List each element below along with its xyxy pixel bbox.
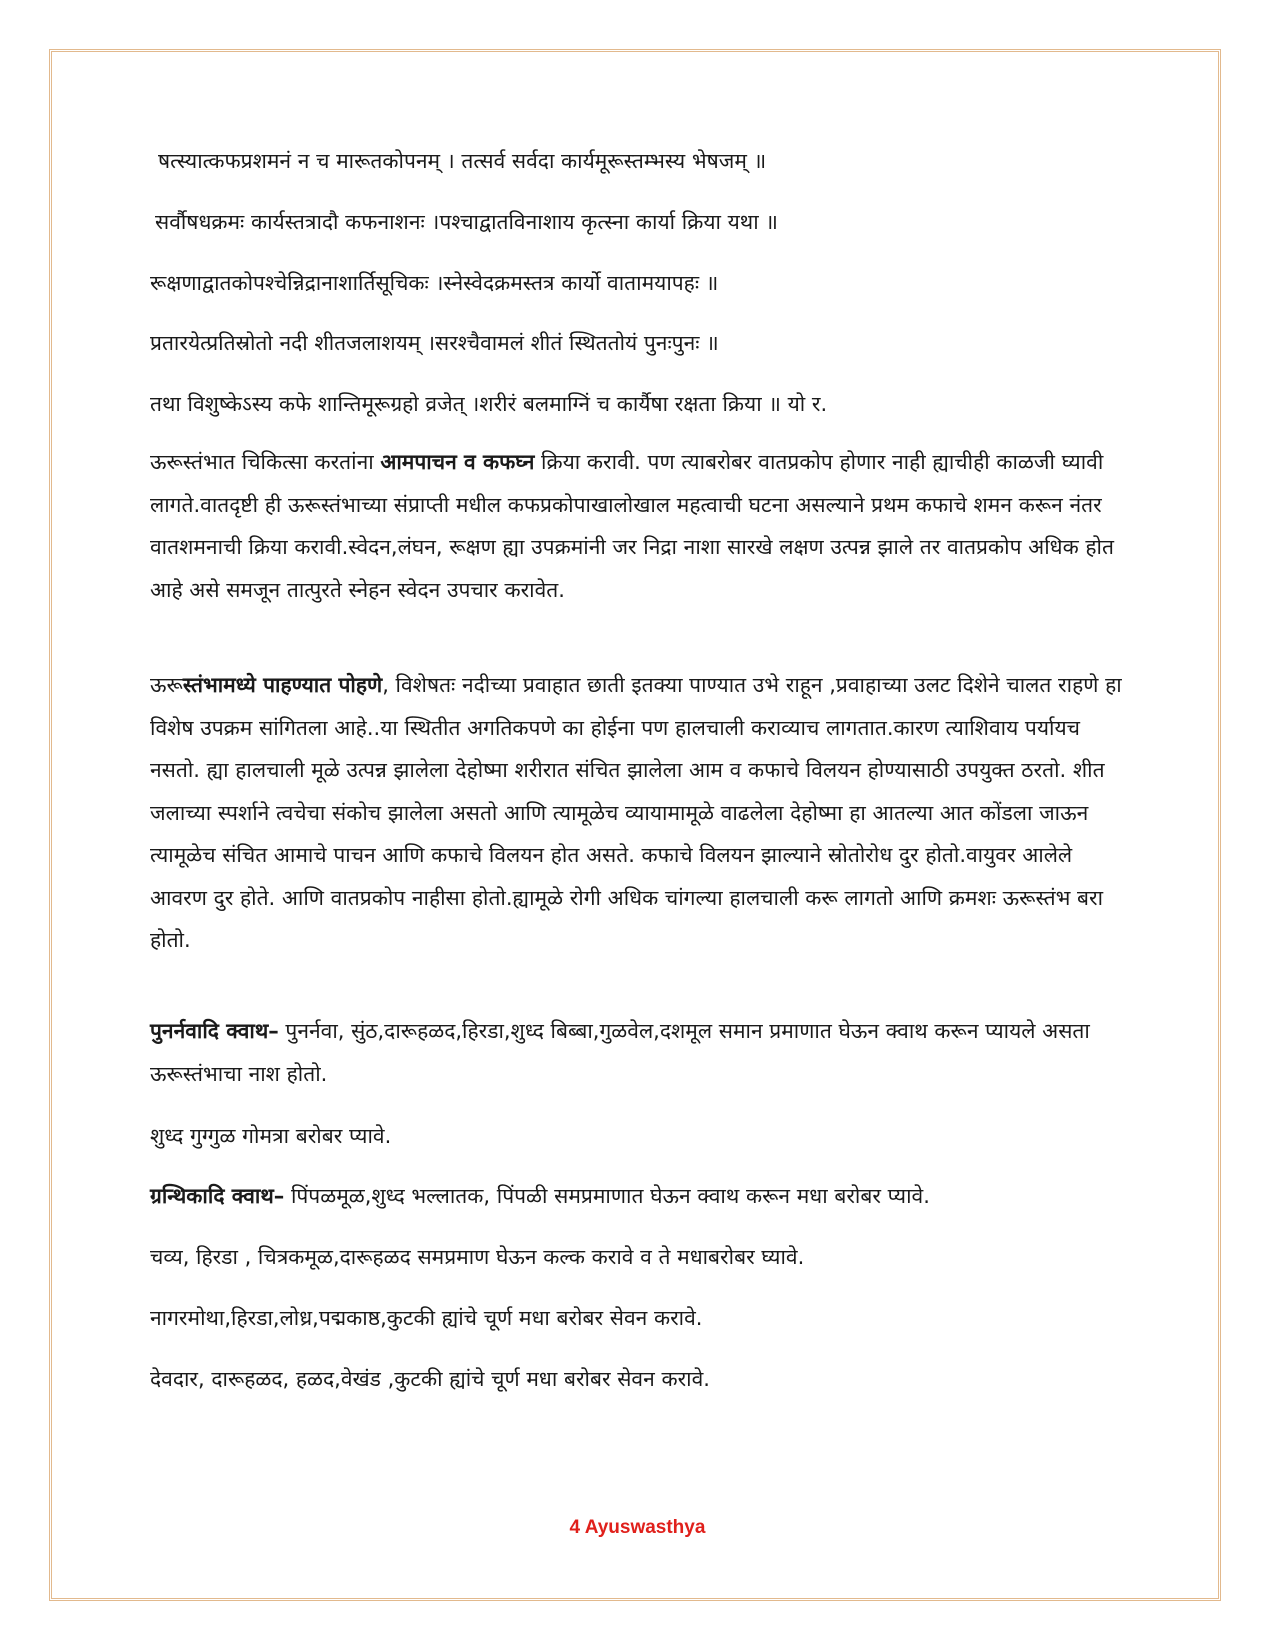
- line-devdar: देवदार, दारूहळद, हळद,वेखंड ,कुटकी ह्यांचे चूर्ण मधा बरोबर सेवन करावे.: [150, 1367, 710, 1391]
- paragraph-text: ऊरू: [150, 673, 183, 697]
- paragraph-text: ऊरूस्तंभात चिकित्सा करतांना: [150, 450, 381, 474]
- verse-2: सर्वौषधक्रमः कार्यस्तत्रादौ कफनाशनः ।पश्चाद्वातविनाशाय कृत्स्ना कार्या क्रिया यथा ॥: [155, 210, 778, 234]
- verse-3: रूक्षणाद्वातकोपश्चेन्निद्रानाशार्तिसूचिकः ।स्नेस्वेदक्रमस्तत्र कार्यो वातामयापहः ॥: [150, 271, 719, 295]
- bold-term: पुनर्नवादि क्वाथ–: [150, 1019, 279, 1043]
- paragraph-text: , विशेषतः नदीच्या प्रवाहात छाती इतक्या पाण्यात उभे राहून ,प्रवाहाच्या उलट दिशेने चालत राहणे हा विशेष उपक्रम सांगितला आहे..या स्थितीत अगतिकपणे का होईना पण हालचाली कराव्याच लागतात.कारण त्याशिवाय पर्यायच नसतो. ह्या हालचाली मूळे उत्पन्न झालेला देहोष्मा शरीरात संचित झालेला आम व कफाचे विलयन होण्यासाठी उपयुक्त ठरतो. शीत जलाच्या स्पर्शाने त्वचेचा संकोच झालेला असतो आणि त्यामूळेच व्यायामामूळे वाढलेला देहोष्मा हा आतल्या आत कोंडला जाऊन त्यामूळेच संचित आमाचे पाचन आणि कफाचे विलयन होत असते. कफाचे विलयन झाल्याने स्रोतोरोध दुर होतो.वायुवर आलेले आवरण दुर होते. आणि वातप्रकोप नाहीसा होतो.ह्यामूळे रोगी अधिक चांगल्या हालचाली करू लागतो आणि क्रमशः ऊरूस्तंभ बरा होतो.: [150, 673, 1122, 952]
- page-footer: 4 Ayuswasthya: [569, 1517, 706, 1538]
- line-nagarmotha: नागरमोथा,हिरडा,लोध्र,पद्मकाष्ठ,कुटकी ह्यांचे चूर्ण मधा बरोबर सेवन करावे.: [150, 1306, 703, 1330]
- paragraph-text: पिंपळमूळ,शुध्द भल्लातक, पिंपळी समप्रमाणात घेऊन क्वाथ करून मधा बरोबर प्यावे.: [284, 1184, 930, 1208]
- paragraph-text: क्रिया करावी. पण त्याबरोबर वातप्रकोप होणार नाही ह्याचीही काळजी घ्यावी लागते.वातदृष्टी ही ऊरूस्तंभाच्या संप्राप्ती मधील कफप्रकोपाखालोखाल महत्वाची घटना असल्याने प्रथम कफाचे शमन करून नंतर वातशमनाची क्रिया करावी.स्वेदन,लंघन, रूक्षण ह्या उपक्रमांनी जर निद्रा नाशा सारखे लक्षण उत्पन्न झाले तर वातप्रकोप अधिक होत आहे असे समजून तात्पुरते स्नेहन स्वेदन उपचार करावेत.: [150, 450, 1114, 602]
- bold-term: आमपाचन व कफघ्न: [380, 450, 535, 474]
- line-chavya: चव्य, हिरडा , चित्रकमूळ,दारूहळद समप्रमाण घेऊन कल्क करावे व ते मधाबरोबर घ्यावे.: [150, 1245, 805, 1269]
- paragraph-aampachan: [150, 441, 1125, 611]
- line-granthikadi: [150, 1181, 930, 1211]
- line-guggul: शुध्द गुग्गुळ गोमत्रा बरोबर प्यावे.: [150, 1124, 392, 1148]
- verse-1: षत्स्यात्कफप्रशमनं न च मारूतकोपनम् । तत्सर्व सर्वदा कार्यमूरूस्तम्भस्य भेषजम् ॥: [158, 149, 767, 173]
- paragraph-text: पुनर्नवा, सुंठ,दारूहळद,हिरडा,शुध्द बिब्बा,गुळवेल,दशमूल समान प्रमाणात घेऊन क्वाथ करून प्यायले असता ऊरूस्तंभाचा नाश होतो.: [150, 1019, 1090, 1086]
- verse-5: तथा विशुष्केऽस्य कफे शान्तिमूरूग्रहो व्रजेत् ।शरीरं बलमाग्निं च कार्यैषा रक्षता क्रिया ॥ यो र.: [150, 392, 828, 416]
- bold-term: ग्रन्थिकादि क्वाथ–: [150, 1184, 285, 1208]
- paragraph-punarnavadi: [150, 1010, 1125, 1095]
- paragraph-swimming: [150, 664, 1125, 962]
- bold-term: स्तंभामध्ये पाहण्यात पोहणे: [182, 673, 383, 697]
- verse-4: प्रतारयेत्प्रतिस्रोतो नदी शीतजलाशयम् ।सरश्चैवामलं शीतं स्थिततोयं पुनःपुनः ॥: [150, 331, 719, 355]
